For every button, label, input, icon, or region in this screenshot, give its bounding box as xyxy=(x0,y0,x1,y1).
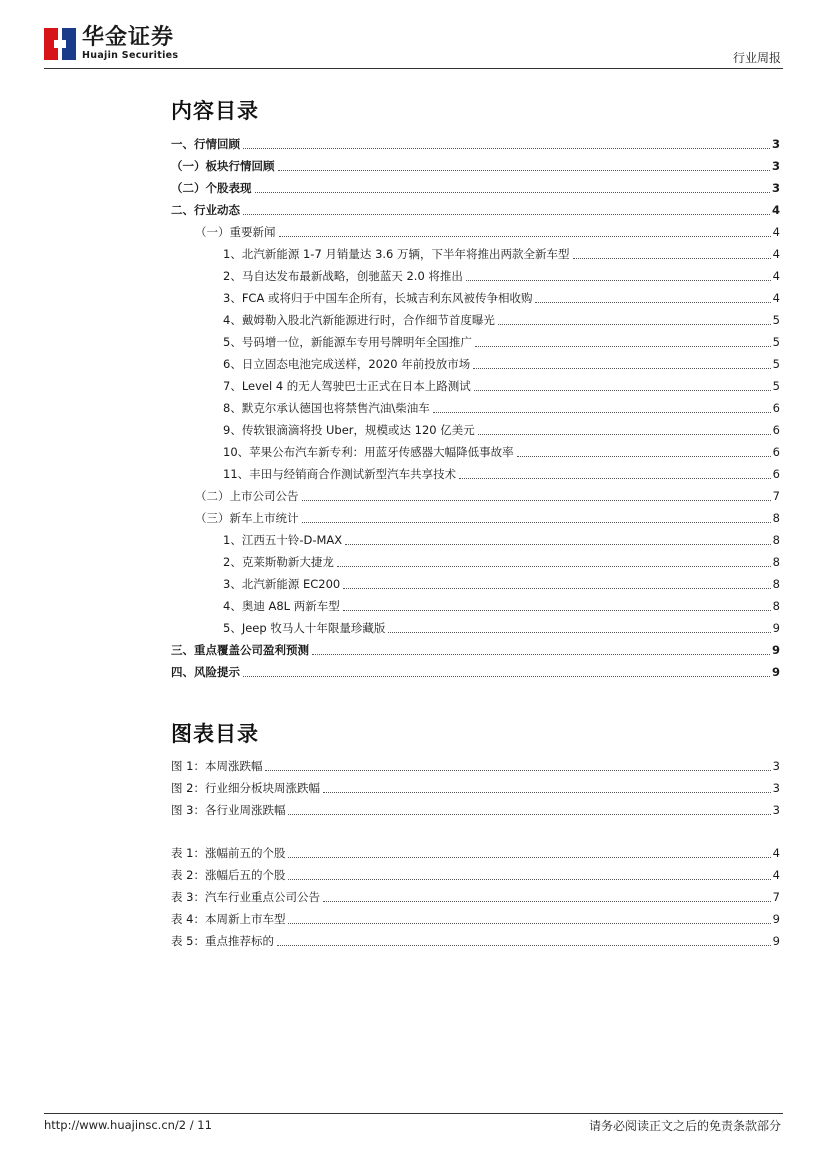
toc-entry[interactable] xyxy=(171,397,780,419)
toc-leader xyxy=(277,945,771,946)
table-entry-page: 4 xyxy=(772,868,780,882)
toc-leader xyxy=(433,412,771,413)
toc-entry[interactable] xyxy=(171,331,780,353)
toc-leader xyxy=(323,792,771,793)
table-entry[interactable] xyxy=(171,864,780,886)
toc-entry-label: 8、默克尔承认德国也将禁售汽油\柴油车 xyxy=(223,401,430,415)
toc-entry[interactable] xyxy=(171,551,780,573)
toc-entry-page: 3 xyxy=(771,137,780,151)
toc-entry-page: 4 xyxy=(771,203,780,217)
toc-entry[interactable] xyxy=(171,485,780,507)
toc-entry[interactable] xyxy=(171,265,780,287)
toc-entry-label: 3、FCA 或将归于中国车企所有，长城吉利东风被传争相收购 xyxy=(223,291,533,305)
toc-leader xyxy=(535,302,770,303)
toc-entry[interactable] xyxy=(171,243,780,265)
toc-entry[interactable] xyxy=(171,309,780,331)
toc-entry-label: 2、马自达发布最新战略，创驰蓝天 2.0 将推出 xyxy=(223,269,463,283)
toc-entry[interactable] xyxy=(171,221,780,243)
toc-entry[interactable] xyxy=(171,287,780,309)
logo-english-name: Huajin Securities xyxy=(82,50,179,61)
toc-entry[interactable] xyxy=(171,155,780,177)
toc-entry[interactable] xyxy=(171,199,780,221)
toc-entry-label: 1、江西五十铃-D-MAX xyxy=(223,533,343,547)
toc-entry[interactable] xyxy=(171,661,780,683)
toc-entry[interactable] xyxy=(171,133,780,155)
toc-leader xyxy=(323,901,771,902)
toc-entry-label: 四、风险提示 xyxy=(171,665,240,679)
toc-leader xyxy=(343,610,771,611)
toc-entry-page: 6 xyxy=(772,445,780,459)
toc-leader xyxy=(255,192,770,193)
toc-entry-label: 三、重点覆盖公司盈利预测 xyxy=(171,643,309,657)
logo-chinese-name: 华金证券 xyxy=(82,25,175,50)
toc-leader xyxy=(517,456,771,457)
toc-entry[interactable] xyxy=(171,177,780,199)
table-entry-page: 4 xyxy=(772,846,780,860)
table-entry-page: 7 xyxy=(772,890,780,904)
table-entry[interactable] xyxy=(171,908,780,930)
toc-leader xyxy=(288,923,770,924)
toc-leader xyxy=(243,676,770,677)
toc-entry-page: 3 xyxy=(771,181,780,195)
footer-divider xyxy=(44,1113,783,1114)
table-entry[interactable] xyxy=(171,842,780,864)
toc-leader xyxy=(478,434,771,435)
toc-entry-label: 2、克莱斯勒新大捷龙 xyxy=(223,555,334,569)
figures-toc xyxy=(171,755,780,952)
toc-entry[interactable] xyxy=(171,617,780,639)
toc-entry-page: 9 xyxy=(772,621,780,635)
toc-entry[interactable] xyxy=(171,529,780,551)
toc-entry-page: 5 xyxy=(772,379,780,393)
toc-leader xyxy=(337,566,771,567)
toc-entry-label: 6、日立固态电池完成送样，2020 年前投放市场 xyxy=(223,357,471,371)
toc-leader xyxy=(288,879,770,880)
toc-entry[interactable] xyxy=(171,573,780,595)
toc-entry[interactable] xyxy=(171,353,780,375)
toc-leader xyxy=(474,390,771,391)
figure-entry-page: 3 xyxy=(772,759,780,773)
toc-entry[interactable] xyxy=(171,441,780,463)
figure-entry[interactable] xyxy=(171,755,780,777)
toc-entry-label: （三）新车上市统计 xyxy=(195,511,299,525)
contents-title: 内容目录 xyxy=(171,99,259,123)
toc-leader xyxy=(243,148,770,149)
table-entry[interactable] xyxy=(171,930,780,952)
table-entry[interactable] xyxy=(171,886,780,908)
huajin-logo-icon xyxy=(44,28,76,60)
figure-entry[interactable] xyxy=(171,799,780,821)
toc-leader xyxy=(459,478,771,479)
toc-leader xyxy=(265,770,770,771)
toc-leader xyxy=(475,346,771,347)
figure-entry-page: 3 xyxy=(772,803,780,817)
toc-leader xyxy=(288,814,770,815)
toc-entry-page: 7 xyxy=(772,489,780,503)
toc-leader xyxy=(278,170,770,171)
toc-entry-label: （一）板块行情回顾 xyxy=(171,159,275,173)
footer-disclaimer: 请务必阅读正文之后的免责条款部分 xyxy=(588,1119,781,1133)
toc-entry-label: 二、行业动态 xyxy=(171,203,240,217)
toc-entry-label: （一）重要新闻 xyxy=(195,225,276,239)
toc-entry-label: 5、Jeep 牧马人十年限量珍藏版 xyxy=(223,621,386,635)
toc-entry-page: 4 xyxy=(772,247,780,261)
toc-leader xyxy=(243,214,770,215)
table-entry-page: 9 xyxy=(772,934,780,948)
toc-leader xyxy=(302,500,771,501)
toc-entry-page: 8 xyxy=(772,555,780,569)
toc-entry-page: 6 xyxy=(772,467,780,481)
toc-entry-page: 8 xyxy=(772,511,780,525)
figure-entry[interactable] xyxy=(171,777,780,799)
toc-entry-page: 5 xyxy=(772,357,780,371)
toc-entry-label: 10、苹果公布汽车新专利：用蓝牙传感器大幅降低事故率 xyxy=(223,445,514,459)
toc-entry-label: 一、行情回顾 xyxy=(171,137,240,151)
toc-leader xyxy=(345,544,771,545)
toc-entry-label: 1、北汽新能源 1-7 月销量达 3.6 万辆，下半年将推出两款全新车型 xyxy=(223,247,570,261)
toc-entry-page: 9 xyxy=(771,665,780,679)
toc-entry[interactable] xyxy=(171,639,780,661)
figure-entry-label: 图 1：本周涨跌幅 xyxy=(171,759,263,773)
toc-entry[interactable] xyxy=(171,595,780,617)
toc-leader xyxy=(279,236,771,237)
toc-leader xyxy=(498,324,771,325)
figure-entry-page: 3 xyxy=(772,781,780,795)
table-entry-label: 表 4：本周新上市车型 xyxy=(171,912,286,926)
toc-entry-label: （二）上市公司公告 xyxy=(195,489,299,503)
table-entry-page: 9 xyxy=(772,912,780,926)
toc-entry-page: 4 xyxy=(772,291,780,305)
toc-entry-page: 8 xyxy=(772,599,780,613)
toc-entry-page: 4 xyxy=(772,225,780,239)
toc-entry[interactable] xyxy=(171,375,780,397)
toc-entry-label: （二）个股表现 xyxy=(171,181,252,195)
figure-entry-label: 图 3：各行业周涨跌幅 xyxy=(171,803,286,817)
toc-entry-label: 4、奥迪 A8L 两新车型 xyxy=(223,599,340,613)
toc-leader xyxy=(288,857,770,858)
header-divider xyxy=(44,68,783,69)
toc-entry-page: 6 xyxy=(772,401,780,415)
figure-entry-label: 图 2：行业细分板块周涨跌幅 xyxy=(171,781,320,795)
footer-url-page[interactable]: http://www.huajinsc.cn/2 / 11 xyxy=(44,1118,212,1132)
toc-entry-label: 4、戴姆勒入股北汽新能源进行时，合作细节首度曝光 xyxy=(223,313,495,327)
table-entry-label: 表 5：重点推荐标的 xyxy=(171,934,274,948)
toc-entry-label: 11、丰田与经销商合作测试新型汽车共享技术 xyxy=(223,467,457,481)
toc-leader xyxy=(473,368,770,369)
toc-entry-page: 5 xyxy=(772,335,780,349)
toc-leader xyxy=(573,258,771,259)
toc-entry-page: 8 xyxy=(772,533,780,547)
toc-entry[interactable] xyxy=(171,419,780,441)
table-entry-label: 表 1：涨幅前五的个股 xyxy=(171,846,286,860)
toc-entry-page: 3 xyxy=(771,159,780,173)
toc-entry-label: 3、北汽新能源 EC200 xyxy=(223,577,341,591)
table-entry-label: 表 2：涨幅后五的个股 xyxy=(171,868,286,882)
toc-entry[interactable] xyxy=(171,463,780,485)
toc-entry-label: 5、号码增一位，新能源车专用号牌明年全国推广 xyxy=(223,335,472,349)
figures-title: 图表目录 xyxy=(171,722,259,746)
toc-entry-page: 4 xyxy=(772,269,780,283)
toc-entry[interactable] xyxy=(171,507,780,529)
toc-entry-label: 9、传软银滴滴将投 Uber，规模或达 120 亿美元 xyxy=(223,423,475,437)
toc-leader xyxy=(388,632,770,633)
toc-entry-page: 9 xyxy=(771,643,780,657)
toc-entry-label: 7、Level 4 的无人驾驶巴士正式在日本上路测试 xyxy=(223,379,471,393)
table-entry-label: 表 3：汽车行业重点公司公告 xyxy=(171,890,320,904)
toc-entry-page: 8 xyxy=(772,577,780,591)
page-header xyxy=(44,26,783,66)
toc-leader xyxy=(302,522,771,523)
company-logo xyxy=(44,26,178,64)
contents-toc xyxy=(171,133,780,683)
toc-leader xyxy=(312,654,770,655)
toc-leader xyxy=(343,588,770,589)
report-type-label: 行业周报 xyxy=(732,51,781,65)
toc-entry-page: 6 xyxy=(772,423,780,437)
toc-leader xyxy=(466,280,771,281)
toc-entry-page: 5 xyxy=(772,313,780,327)
